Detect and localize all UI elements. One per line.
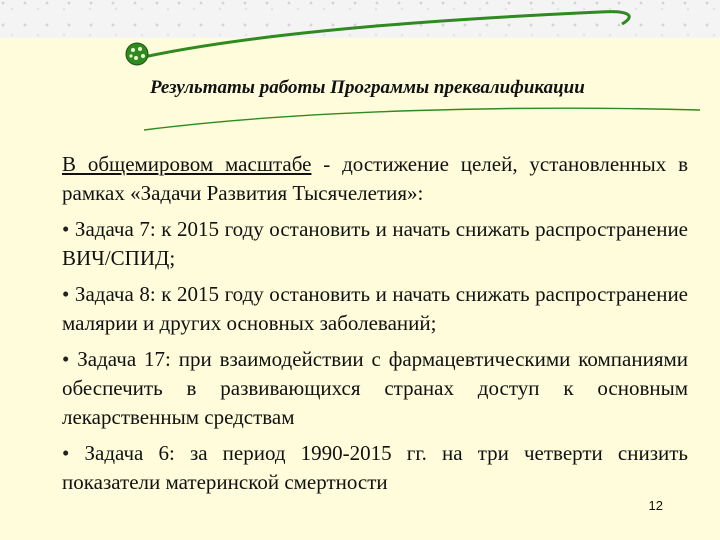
bullet-icon: •	[62, 347, 70, 371]
bullet-icon: •	[62, 217, 70, 241]
swoosh-decoration	[0, 0, 720, 140]
bullet-text: Задача 7: к 2015 году остановить и начать снижать распространение ВИЧ/СПИД;	[62, 217, 689, 270]
bullet-item	[62, 345, 688, 432]
intro-paragraph	[62, 150, 688, 208]
slide-content	[62, 150, 688, 504]
globe-icon	[126, 43, 148, 65]
slide-title: Результаты работы Программы преквалификации	[150, 77, 585, 98]
intro-rest: - достижение целей, установленных в рамках «Задачи Развития Тысячелетия»:	[62, 152, 688, 205]
slide-number: 12	[648, 498, 663, 513]
bullet-item	[62, 215, 688, 273]
intro-lead: В общемировом масштабе	[62, 152, 312, 176]
bullet-icon: •	[62, 441, 70, 465]
bullet-text: Задача 6: за период 1990-2015 гг. на три четверти снизить показатели материнской смертности	[62, 441, 688, 494]
bullet-item	[62, 439, 688, 497]
bullet-icon: •	[62, 282, 70, 306]
bullet-item	[62, 280, 688, 338]
bullet-text: Задача 8: к 2015 году остановить и начать снижать распространение малярии и других основных заболеваний;	[62, 282, 689, 335]
bullet-text: Задача 17: при взаимодействии с фармацевтическими компаниями обеспечить в развивающихся странах доступ к основным лекарственным средствам	[62, 347, 689, 429]
